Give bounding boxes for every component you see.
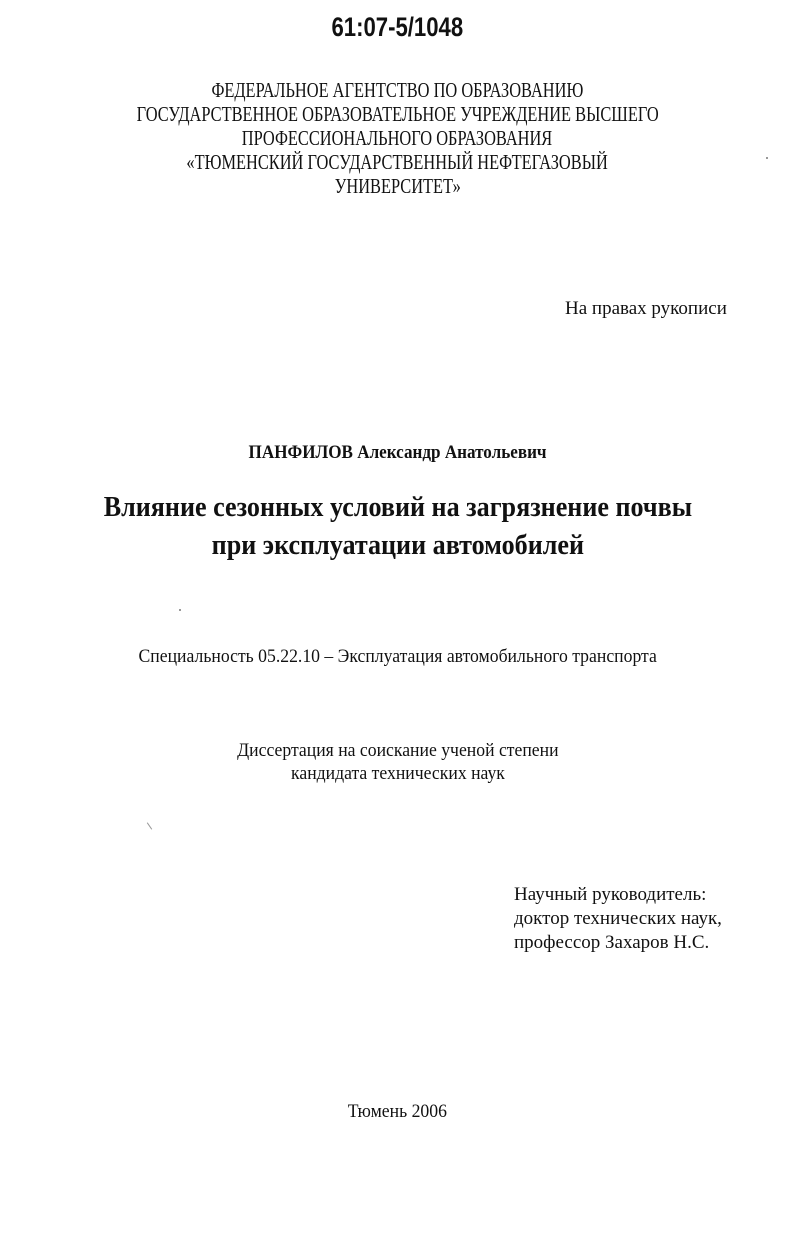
title-line: при эксплуатации автомобилей bbox=[211, 529, 584, 561]
header-line: УНИВЕРСИТЕТ» bbox=[334, 174, 461, 198]
author-name: ПАНФИЛОВ Александр Анатольевич bbox=[248, 442, 547, 463]
header-line: ГОСУДАРСТВЕННОЕ ОБРАЗОВАТЕЛЬНОЕ УЧРЕЖДЕНИЕ ВЫСШЕГО bbox=[136, 102, 659, 126]
header-line: ФЕДЕРАЛЬНОЕ АГЕНТСТВО ПО ОБРАЗОВАНИЮ bbox=[211, 78, 584, 102]
header-line: ПРОФЕССИОНАЛЬНОГО ОБРАЗОВАНИЯ bbox=[242, 126, 553, 150]
scan-speck bbox=[179, 609, 181, 611]
supervisor-line: профессор Захаров Н.С. bbox=[514, 932, 710, 953]
specialty: Специальность 05.22.10 – Эксплуатация автомобильного транспорта bbox=[138, 646, 657, 667]
city-year: Тюмень 2006 bbox=[347, 1101, 448, 1122]
supervisor-line: доктор технических наук, bbox=[514, 908, 722, 929]
registry-code: 61:07-5/1048 bbox=[331, 12, 464, 42]
scan-speck bbox=[766, 157, 768, 159]
title-line: Влияние сезонных условий на загрязнение почвы bbox=[103, 491, 692, 523]
manuscript-note: На правах рукописи bbox=[565, 298, 727, 319]
scan-speck bbox=[147, 822, 152, 829]
supervisor-line: Научный руководитель: bbox=[514, 884, 707, 905]
header-line: «ТЮМЕНСКИЙ ГОСУДАРСТВЕННЫЙ НЕФТЕГАЗОВЫЙ bbox=[186, 150, 609, 174]
degree-line: кандидата технических наук bbox=[290, 763, 505, 784]
degree-line: Диссертация на соискание ученой степени bbox=[236, 740, 559, 761]
